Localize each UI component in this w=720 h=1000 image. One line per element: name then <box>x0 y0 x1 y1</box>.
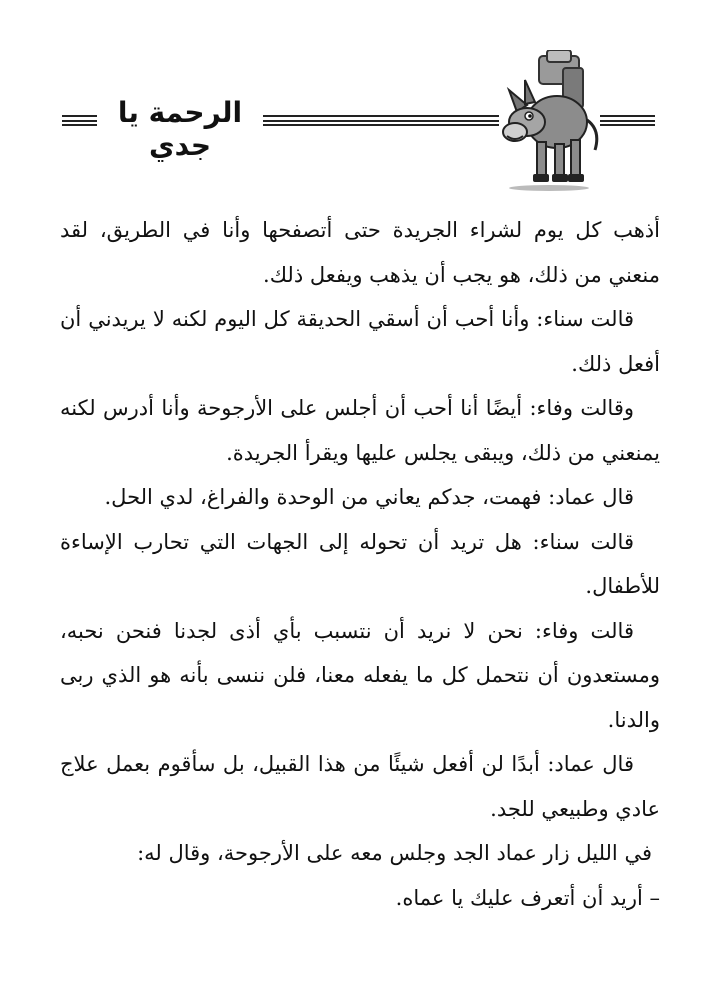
paragraph: قالت سناء: وأنا أحب أن أسقي الحديقة كل اليوم لكنه لا يريدني أن أفعل ذلك. <box>60 307 660 376</box>
paragraph: وقالت وفاء: أيضًا أنا أحب أن أجلس على الأرجوحة وأنا أدرس لكنه يمنعني من ذلك، ويبقى يجلس عليها ويقرأ الجريدة. <box>60 396 660 465</box>
paragraph: في الليل زار عماد الجد وجلس معه على الأرجوحة، وقال له: <box>137 841 652 865</box>
paragraph: – أريد أن أتعرف عليك يا عماه. <box>395 885 660 910</box>
decorative-rule-left <box>62 115 97 126</box>
chapter-title: الرحمة يا جدي <box>117 96 243 162</box>
paragraph: قال عماد: فهمت، جدكم يعاني من الوحدة والفراغ، لدي الحل. <box>104 485 634 509</box>
paragraph: قالت سناء: هل تريد أن تحوله إلى الجهات التي تحارب الإساءة للأطفال. <box>60 529 660 598</box>
page-header <box>0 50 720 200</box>
paragraph: أذهب كل يوم لشراء الجريدة حتى أتصفحها وأنا في الطريق، لقد منعني من ذلك، هو يجب أن يذهب ويفعل ذلك. <box>60 218 660 287</box>
paragraph: قال عماد: أبدًا لن أفعل شيئًا من هذا القبيل، بل سأقوم بعمل علاج عادي وطبيعي للجد. <box>60 752 660 821</box>
donkey-mascot-icon <box>497 50 607 192</box>
decorative-rule-middle <box>263 115 499 126</box>
story-body <box>60 208 660 920</box>
paragraph: قالت وفاء: نحن لا نريد أن نتسبب بأي أذى لجدنا فنحن نحبه، ومستعدون أن نتحمل كل ما يفعله معنا، فلن ننسى بأنه هو الذي ربى والدنا. <box>60 618 660 732</box>
decorative-rule-right <box>600 115 655 126</box>
